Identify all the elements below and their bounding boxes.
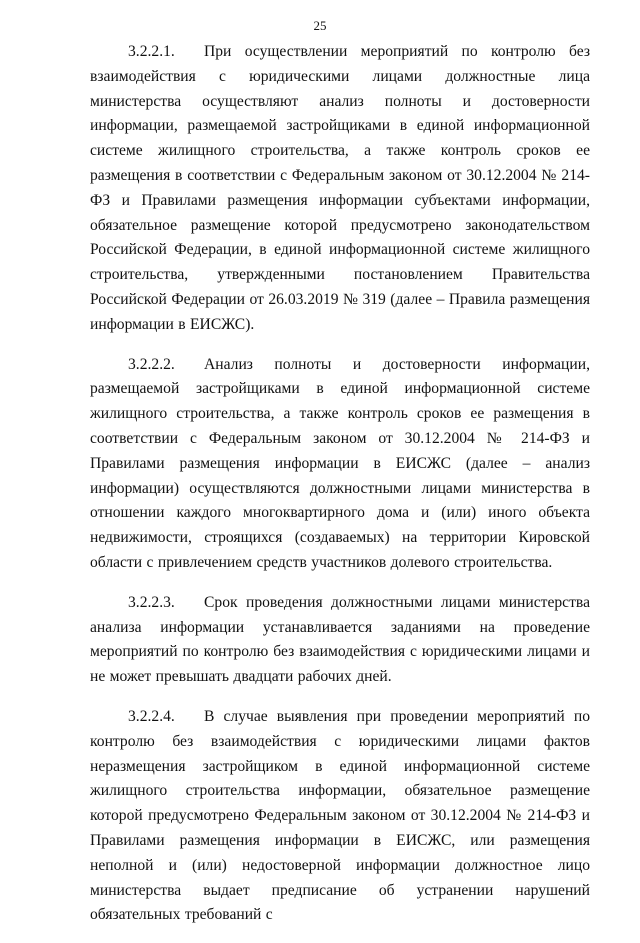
- paragraph-text: Срок проведения должностными лицами министерства анализа информации устанавливается заданиями на проведение мероприятий по контролю без взаимодействия с юридическими лицами и не может превышать двадцати рабочих дней.: [90, 593, 590, 686]
- paragraph-3-2-2-1: [90, 40, 590, 338]
- document-body: [90, 40, 590, 943]
- paragraph-number: 3.2.2.4.: [128, 707, 175, 725]
- paragraph-text: В случае выявления при проведении мероприятий по контролю без взаимодействия с юридическими лицами фактов неразмещения застройщиком в единой информационной системе жилищного строительства информации, обязательное размещение которой предусмотрено Федеральным законом от 30.12.2004 № 214-ФЗ и Правилами размещения информации в ЕИСЖС, или размещения неполной и (или) недостоверной информации должностное лицо министерства выдает предписание об устранении нарушений обязательных требований с: [90, 707, 590, 924]
- paragraph-3-2-2-3: [90, 591, 590, 690]
- page-number: 25: [313, 18, 327, 33]
- paragraph-number: 3.2.2.3.: [128, 593, 175, 611]
- paragraph-number: 3.2.2.1.: [128, 43, 175, 60]
- paragraph-number: 3.2.2.2.: [128, 355, 175, 373]
- paragraph-text: Анализ полноты и достоверности информации, размещаемой застройщиками в единой информационной системе жилищного строительства, а также контроль сроков ее размещения в соответствии с Федеральным законом от 30.12.2004 № 214-ФЗ и Правилами размещения информации в ЕИСЖС (далее – анализ информации) осуществляются должностными лицами министерства в отношении каждого многоквартирного дома и (или) иного объекта недвижимости, строящихся (создаваемых) на территории Кировской области с привлечением средств участников долевого строительства.: [90, 355, 590, 571]
- paragraph-text: При осуществлении мероприятий по контролю без взаимодействия с юридическими лицами должностные лица министерства осуществляют анализ полноты и достоверности информации, размещаемой застройщиками в единой информационной системе жилищного строительства, а также контроль сроков ее размещения в соответствии с Федеральным законом от 30.12.2004 № 214-ФЗ и Правилами размещения информации субъектами информации, обязательное размещение которой предусмотрено законодательством Российской Федерации, в единой информационной системе жилищного строительства, утвержденными постановлением Правительства Российской Федерации от 26.03.2019 № 319 (далее – Правила размещения информации в ЕИСЖС).: [90, 43, 590, 333]
- paragraph-3-2-2-4: [90, 705, 590, 928]
- paragraph-3-2-2-2: [90, 353, 590, 576]
